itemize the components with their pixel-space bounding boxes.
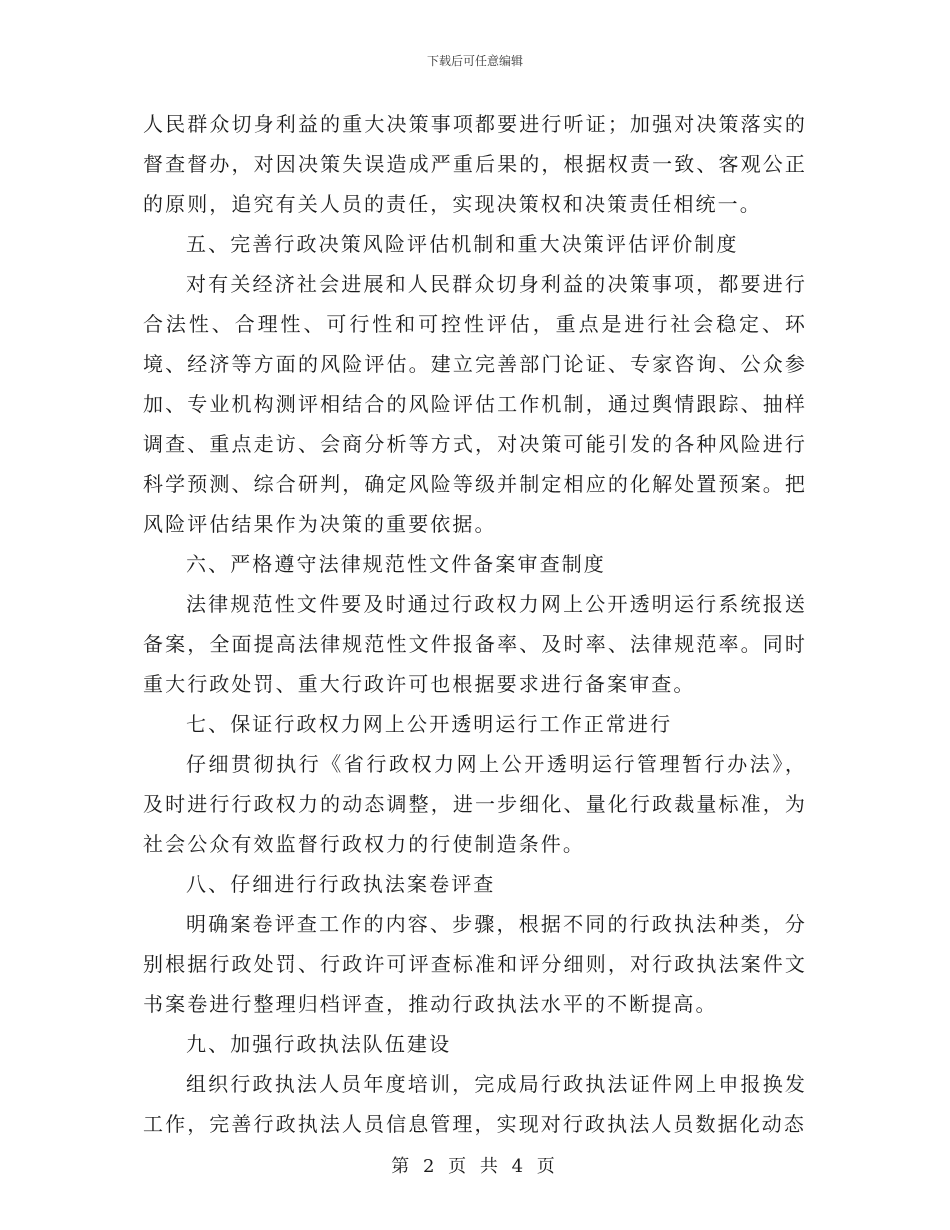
- paragraph-filing-review: 法律规范性文件要及时通过行政权力网上公开透明运行系统报送备案，全面提高法律规范性文件报备率、及时率、法律规范率。同时重大行政处罚、重大行政许可也根据要求进行备案审查。: [143, 592, 807, 696]
- paragraph-continuation: 人民群众切身利益的重大决策事项都要进行听证；加强对决策落实的督查督办，对因决策失误造成严重后果的，根据权责一致、客观公正的原则，追究有关人员的责任，实现决策权和决策责任相统一。: [143, 112, 807, 216]
- paragraph-online-transparency: 仔细贯彻执行《省行政权力网上公开透明运行管理暂行办法》，及时进行行政权力的动态调整，进一步细化、量化行政裁量标准，为社会公众有效监督行政权力的行使制造条件。: [143, 752, 807, 856]
- section-heading-5: 五、完善行政决策风险评估机制和重大决策评估评价制度: [186, 232, 739, 256]
- paragraph-risk-assessment: 对有关经济社会进展和人民群众切身利益的决策事项，都要进行合法性、合理性、可行性和可控性评估，重点是进行社会稳定、环境、经济等方面的风险评估。建立完善部门论证、专家咨询、公众参加、专业机构测评相结合的风险评估工作机制，通过舆情跟踪、抽样调查、重点走访、会商分析等方式，对决策可能引发的各种风险进行科学预测、综合研判，确定风险等级并制定相应的化解处置预案。把风险评估结果作为决策的重要依据。: [143, 272, 807, 536]
- section-heading-6: 六、严格遵守法律规范性文件备案审查制度: [186, 552, 606, 576]
- paragraph-team-building: 组织行政执法人员年度培训，完成局行政执法证件网上申报换发工作，完善行政执法人员信息管理，实现对行政执法人员数据化动态: [143, 1072, 807, 1136]
- paragraph-case-review: 明确案卷评查工作的内容、步骤，根据不同的行政执法种类，分别根据行政处罚、行政许可评查标准和评分细则，对行政执法案件文书案卷进行整理归档评查，推动行政执法水平的不断提高。: [143, 912, 807, 1016]
- section-heading-8: 八、仔细进行行政执法案卷评查: [186, 872, 496, 896]
- page-footer: 第 2 页 共 4 页: [391, 1156, 559, 1177]
- document-body: [143, 104, 807, 1144]
- section-heading-9: 九、加强行政执法队伍建设: [186, 1032, 452, 1056]
- section-heading-7: 七、保证行政权力网上公开透明运行工作正常进行: [186, 712, 673, 736]
- page-header: 下载后可任意编辑: [426, 54, 523, 68]
